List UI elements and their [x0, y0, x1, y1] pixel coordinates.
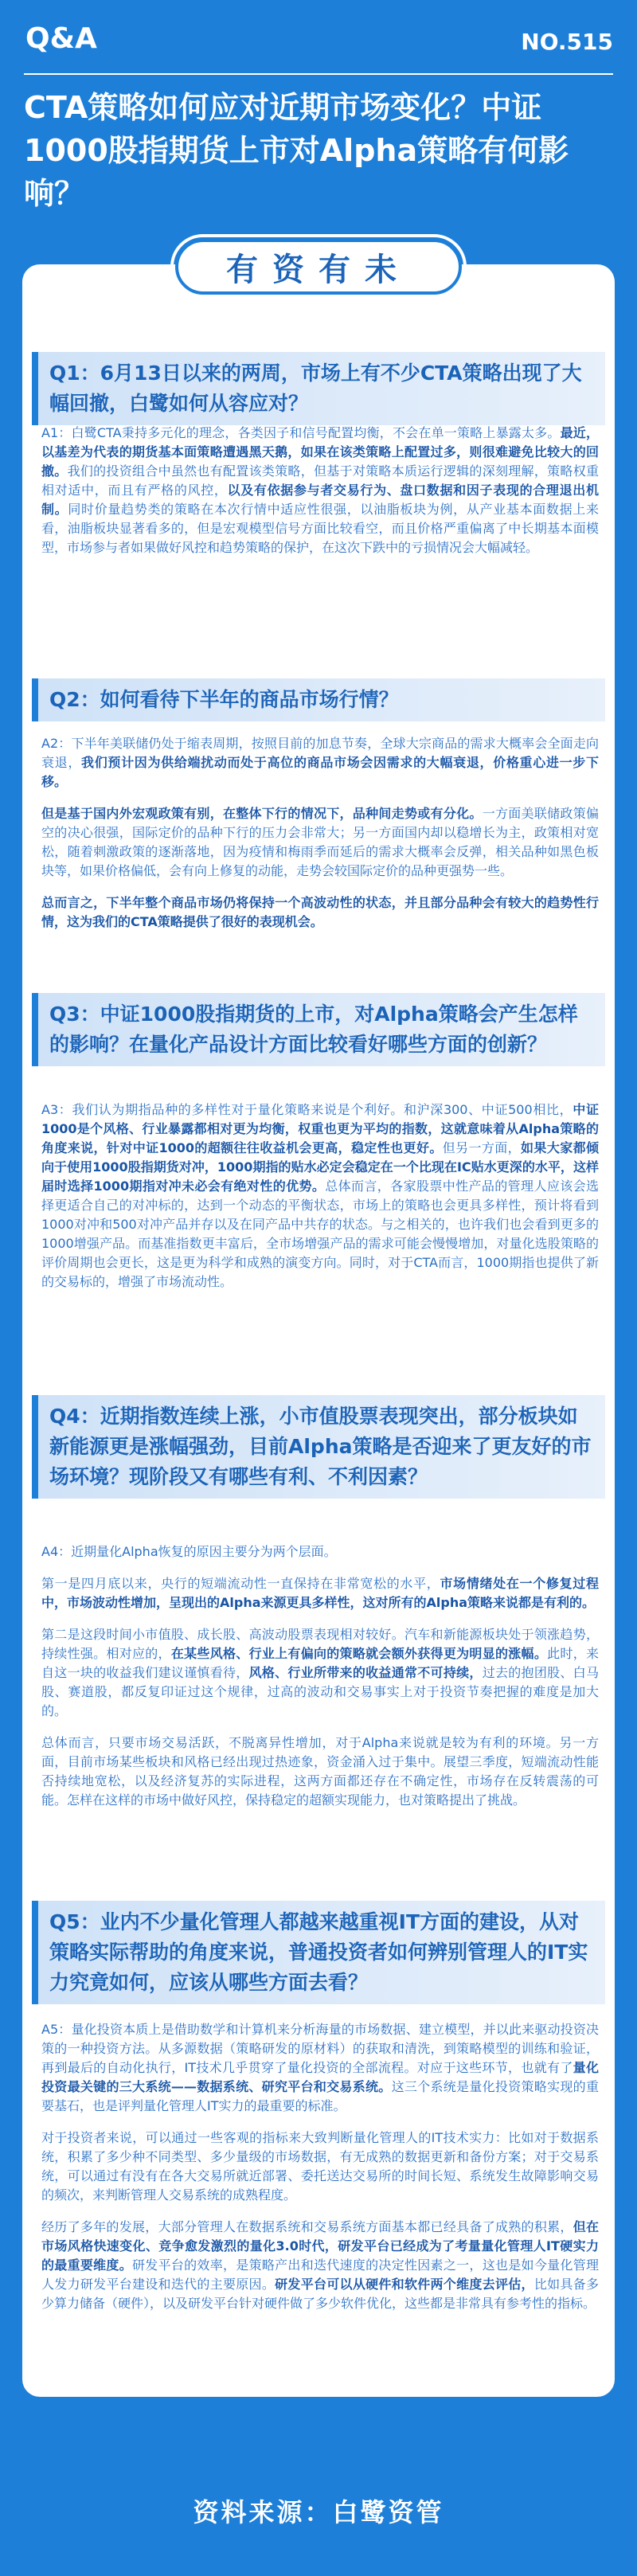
answer-emphasis: 在某些风格、行业上有偏向的策略就会额外获得更为明显的涨幅。 [170, 1646, 548, 1661]
answer-paragraph [41, 2020, 599, 2116]
answer-paragraph [41, 1625, 599, 1721]
header-divider [24, 73, 613, 75]
answer-text: 总体而言，只要市场交易活跃，不脱离异性增加，对于Alpha来说就是较为有利的环境。另一方面，目前市场某些板块和风格已经出现过热迹象，资金涌入过于集中。展望三季度，短端流动性能否持续地宽松，以及经济复苏的实际进程，这两方面都还存在不确定性，市场存在反转震荡的可能。怎样在这样的市场中做好风控，保持稳定的超额实现能力，也对策略提出了挑战。 [41, 1735, 599, 1808]
answer-text: 这三个系统是量化投资策略实现的重要基石，也是评判量化管理人IT实力的最重要的标准。 [41, 2079, 599, 2113]
answer-paragraph [41, 2218, 599, 2313]
answer-text: 第一是四月底以来，央行的短端流动性一直保持在非常宽松的水平， [41, 1576, 440, 1591]
answer-text: A4：近期量化Alpha恢复的原因主要分为两个层面。 [41, 1544, 337, 1559]
answer-text: A2：下半年美联储仍处于缩表周期，按照目前的加息节奏，全球大宗商品的需求大概率会全面走向衰退， [41, 736, 599, 770]
answer-text: 总体而言，各家股票中性产品的管理人应该会选择更适合自己的对冲标的，达到一个动态的平衡状态，市场上的策略也会更具多样性，预计将看到1000对冲和500对冲产品并存以及在同产品中共存的状态。与之相关的，也许我们也会看到更多的1000增强产品。而基准指数更丰富后，全市场增强产品的需求可能会慢慢增加，对量化选股策略的评价周期也会更长，这是更为科学和成熟的演变方向。同时，对于CTA而言，1000期指也提供了新的交易标的，增强了市场流动性。 [41, 1179, 599, 1289]
answer-emphasis: 总而言之，下半年整个商品市场仍将保持一个高波动性的状态，并且部分品种会有较大的趋势性行情，这为我们的CTA策略提供了很好的表现机会。 [41, 895, 599, 929]
page-title: CTA策略如何应对近期市场变化？中证1000股指期货上市对Alpha策略有何影响？ [24, 90, 569, 211]
content-panel [22, 264, 615, 2397]
qa-label: Q&A [25, 22, 97, 55]
answer-block-5 [41, 2020, 599, 2326]
answer-text: A5：量化投资本质上是借助数学和计算机来分析海量的市场数据、建立模型，并以此来驱动投资决策的一种投资方法。从多源数据（策略研发的原材料）的获取和清洗，到策略模型的训练和验证，再到最后的自动化执行，IT技术几乎贯穿了量化投资的全部流程。对应于这些环节，也就有了 [41, 2022, 599, 2075]
answer-text: 但另一方面， [442, 1140, 522, 1155]
answer-emphasis: 中证1000是个风格、行业暴露都相对更为均衡，权重也更为平均的指数，这就意味着从Alpha策略的角度来说，针对中证1000的超额往往收益机会更高，稳定性也更好。 [41, 1102, 599, 1155]
badge-pill: 有资有未 [175, 239, 462, 295]
answer-text: 过去的抱团股、白马股、赛道股，都反复印证过这个规律，过高的波动和交易事实上对于投资节奏把握的难度是加大的。 [41, 1665, 599, 1718]
question-box-1: Q1：6月13日以来的两周，市场上有不少CTA策略出现了大幅回撤，白鹭如何从容应对？ [32, 352, 605, 425]
answer-text: 同时价量趋势类的策略在本次行情中适应性很强，以油脂板块为例，从产业基本面数据上来看，油脂板块显著看多的，但是宏观模型信号方面比较看空，而且价格严重偏离了中长期基本面模型，市场参与者如果做好风控和趋势策略的保护，在这次下跌中的亏损情况会大幅减轻。 [41, 502, 599, 555]
answer-emphasis: 但是基于国内外宏观政策有别，在整体下行的情况下，品种间走势或有分化。 [41, 806, 483, 821]
answer-text: 我们的投资组合中虽然也有配置该类策略，但基于对策略本质运行逻辑的深刻理解，策略权重相对适中，而且有严格的风控， [41, 463, 599, 498]
issue-number: NO.515 [521, 29, 613, 55]
answer-text: 一方面美联储政策偏空的决心很强，国际定价的品种下行的压力会非常大；另一方面国内却以稳增长为主，政策相对宽松，随着刺激政策的逐渐落地，因为疫情和梅雨季而延后的需求大概率会反弹，相关品种如黑色板块等，如果价格偏低，会有向上修复的动能，走势会较国际定价的品种更强势一些。 [41, 806, 599, 878]
answer-paragraph [41, 804, 599, 881]
answer-block-1 [41, 424, 599, 570]
answer-block-3 [41, 1100, 599, 1304]
answer-emphasis: 我们预计因为供给端扰动而处于高位的商品市场会因需求的大幅衰退，价格重心进一步下移。 [41, 755, 599, 789]
answer-paragraph [41, 893, 599, 932]
question-box-3: Q3：中证1000股指期货的上市，对Alpha策略会产生怎样的影响？在量化产品设计方面比较看好哪些方面的创新？ [32, 993, 605, 1066]
answer-text: A3：我们认为期指品种的多样性对于量化策略来说是个利好。和沪深300、中证500相比， [41, 1102, 573, 1117]
answer-paragraph [41, 1734, 599, 1810]
answer-paragraph [41, 1574, 599, 1612]
question-box-4: Q4：近期指数连续上涨，小市值股票表现突出，部分板块如新能源更是涨幅强劲，目前Alpha策略是否迎来了更友好的市场环境？现阶段又有哪些有利、不利因素？ [32, 1395, 605, 1499]
answer-emphasis: 市场情绪处在一个修复过程中，市场波动性增加，呈现出的Alpha来源更具多样性，这对所有的Alpha策略来说都是有利的。 [41, 1576, 599, 1610]
answer-text: A1：白鹭CTA秉持多元化的理念，各类因子和信号配置均衡，不会在单一策略上暴露太多。 [41, 425, 561, 440]
answer-block-2 [41, 734, 599, 944]
answer-paragraph [41, 734, 599, 792]
answer-text: 第二是这段时间小市值股、成长股、高波动股票表现相对较好。汽车和新能源板块处于领涨趋势，持续性强。相对应的， [41, 1627, 599, 1661]
answer-paragraph [41, 1100, 599, 1292]
answer-paragraph [41, 2128, 599, 2205]
answer-paragraph [41, 1542, 599, 1562]
answer-emphasis: 以及有依据参与者交易行为、盘口数据和因子表现的合理退出机制。 [41, 483, 599, 517]
answer-emphasis: 研发平台可以从硬件和软件两个维度去评估， [275, 2277, 534, 2292]
source-footer: 资料来源：白鹭资管 [193, 2497, 444, 2527]
answer-emphasis: 但在市场风格快速变化、竞争愈发激烈的量化3.0时代，研发平台已经成为了考量量化管理人IT硬实力的最重要维度。 [41, 2219, 599, 2273]
answer-block-4 [41, 1542, 599, 1823]
answer-text: 对于投资者来说，可以通过一些客观的指标来大致判断量化管理人的IT技术实力：比如对于数据系统，积累了多少种不同类型、多少量级的市场数据，有无成熟的数据更新和备份方案；对于交易系统，可以通过有没有在各大交易所就近部署、委托送达交易所的时间长短、系统发生故障影响交易的频次，来判断管理人交易系统的成熟程度。 [41, 2130, 599, 2203]
answer-text: 比如具备多少算力储备（硬件），以及研发平台针对硬件做了多少软件优化，这些都是非常具有参考性的指标。 [41, 2277, 599, 2311]
answer-emphasis: 如果大家都倾向于使用1000股指期货对冲，1000期指的贴水必定会稳定在一个比现在IC贴水更深的水平，这样届时选择1000期指对冲未必会有绝对性的优势。 [41, 1140, 599, 1194]
answer-emphasis: 风格、行业所带来的收益通常不可持续， [248, 1665, 483, 1680]
answer-text: 此时，来自这一块的收益我们建议谨慎看待， [41, 1646, 599, 1680]
answer-emphasis: 最近，以基差为代表的期货基本面策略遭遇黑天鹅，如果在该类策略上配置过多，则很难避免比较大的回撤。 [41, 425, 599, 479]
question-box-2: Q2：如何看待下半年的商品市场行情？ [32, 678, 605, 721]
question-box-5: Q5：业内不少量化管理人都越来越重视IT方面的建设，从对策略实际帮助的角度来说，普通投资者如何辨别管理人的IT实力究竟如何，应该从哪些方面去看？ [32, 1901, 605, 2004]
header [0, 0, 637, 263]
answer-text: 研发平台的效率，是策略产出和迭代速度的决定性因素之一，这也是如今量化管理人发力研发平台建设和迭代的主要原因。 [41, 2257, 599, 2292]
answer-text: 经历了多年的发展，大部分管理人在数据系统和交易系统方面基本都已经具备了成熟的积累， [41, 2219, 573, 2234]
answer-paragraph [41, 424, 599, 557]
answer-emphasis: 量化投资最关键的三大系统——数据系统、研究平台和交易系统。 [41, 2060, 599, 2094]
